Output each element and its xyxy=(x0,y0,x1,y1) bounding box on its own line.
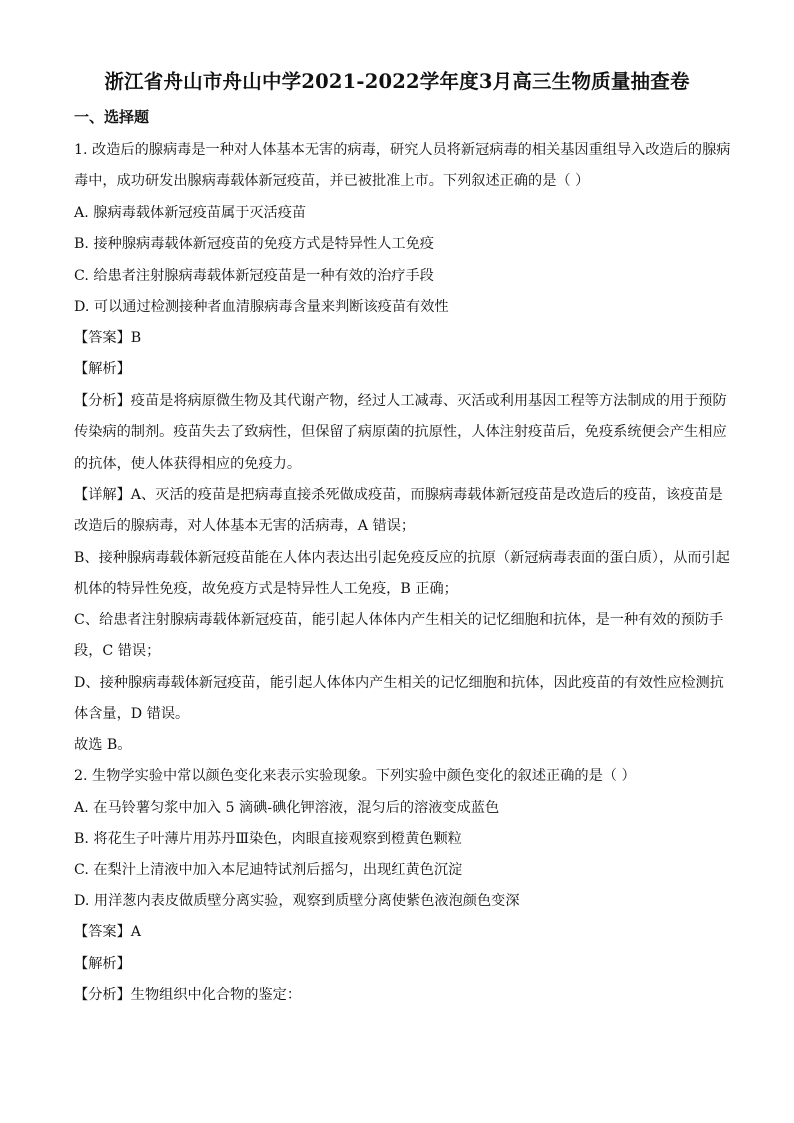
q1-option-c: C. 给患者注射腺病毒载体新冠疫苗是一种有效的治疗手段 xyxy=(74,268,434,284)
q1-jiexi-heading: 【解析】 xyxy=(74,361,131,377)
q1-detail-c-line-1: C、给患者注射腺病毒载体新冠疫苗，能引起人体体内产生相关的记忆细胞和抗体，是一种有效的预防手 xyxy=(74,612,724,628)
q2-option-d: D. 用洋葱内表皮做质壁分离实验，观察到质壁分离使紫色液泡颜色变深 xyxy=(74,893,520,909)
q1-option-a: A. 腺病毒载体新冠疫苗属于灭活疫苗 xyxy=(74,205,307,221)
q2-option-c: C. 在梨汁上清液中加入本尼迪特试剂后摇匀，出现红黄色沉淀 xyxy=(74,862,463,878)
page-title: 浙江省舟山市舟山中学2021-2022学年度3月高三生物质量抽查卷 xyxy=(104,70,690,93)
q2-fenxi: 【分析】生物组织中化合物的鉴定： xyxy=(74,987,302,1003)
q2-answer: 【答案】A xyxy=(74,924,141,940)
q2-jiexi-heading: 【解析】 xyxy=(74,956,131,972)
q1-fenxi-line-2: 传染病的制剂。疫苗失去了致病性，但保留了病原菌的抗原性，人体注射疫苗后，免疫系统便会产生相应 xyxy=(74,424,727,440)
q1-conclusion: 故选 B。 xyxy=(74,737,132,753)
section-heading: 一、选择题 xyxy=(74,108,150,126)
q1-fenxi-line-1: 【分析】疫苗是将病原微生物及其代谢产物，经过人工减毒、灭活或利用基因工程等方法制成的用于预防 xyxy=(74,393,727,409)
q1-option-d: D. 可以通过检测接种者血清腺病毒含量来判断该疫苗有效性 xyxy=(74,299,449,315)
q1-fenxi-line-3: 的抗体，使人体获得相应的免疫力。 xyxy=(74,456,302,472)
q1-detail-c-line-2: 段，C 错误； xyxy=(74,643,161,659)
q1-detail-d-line-2: 体含量，D 错误。 xyxy=(74,706,190,722)
q1-detail-d-line-1: D、接种腺病毒载体新冠疫苗，能引起人体体内产生相关的记忆细胞和抗体，因此疫苗的有效性应检测抗 xyxy=(74,675,724,691)
q1-stem-line-1: 1. 改造后的腺病毒是一种对人体基本无害的病毒，研究人员将新冠病毒的相关基因重组导入改造后的腺病 xyxy=(74,142,731,158)
q1-xiangjie-line-2: 改造后的腺病毒，对人体基本无害的活病毒，A 错误； xyxy=(74,518,416,534)
q1-xiangjie-line-1: 【详解】A、灭活的疫苗是把病毒直接杀死做成疫苗，而腺病毒载体新冠疫苗是改造后的疫苗，该疫苗是 xyxy=(74,487,723,503)
q2-option-a: A. 在马铃薯匀浆中加入 5 滴碘-碘化钾溶液，混匀后的溶液变成蓝色 xyxy=(74,800,500,816)
q1-detail-b-line-1: B、接种腺病毒载体新冠疫苗能在人体内表达出引起免疫反应的抗原（新冠病毒表面的蛋白质），从而引起 xyxy=(74,550,730,566)
q1-option-b: B. 接种腺病毒载体新冠疫苗的免疫方式是特异性人工免疫 xyxy=(74,236,434,252)
q2-option-b: B. 将花生子叶薄片用苏丹Ⅲ染色，肉眼直接观察到橙黄色颗粒 xyxy=(74,831,462,847)
q1-stem-line-2: 毒中，成功研发出腺病毒载体新冠疫苗，并已被批准上市。下列叙述正确的是（ ） xyxy=(74,173,590,189)
q1-answer: 【答案】B xyxy=(74,330,142,346)
q2-stem: 2. 生物学实验中常以颜色变化来表示实验现象。下列实验中颜色变化的叙述正确的是（ ） xyxy=(74,768,636,784)
q1-detail-b-line-2: 机体的特异性免疫，故免疫方式是特异性人工免疫，B 正确； xyxy=(74,581,458,597)
